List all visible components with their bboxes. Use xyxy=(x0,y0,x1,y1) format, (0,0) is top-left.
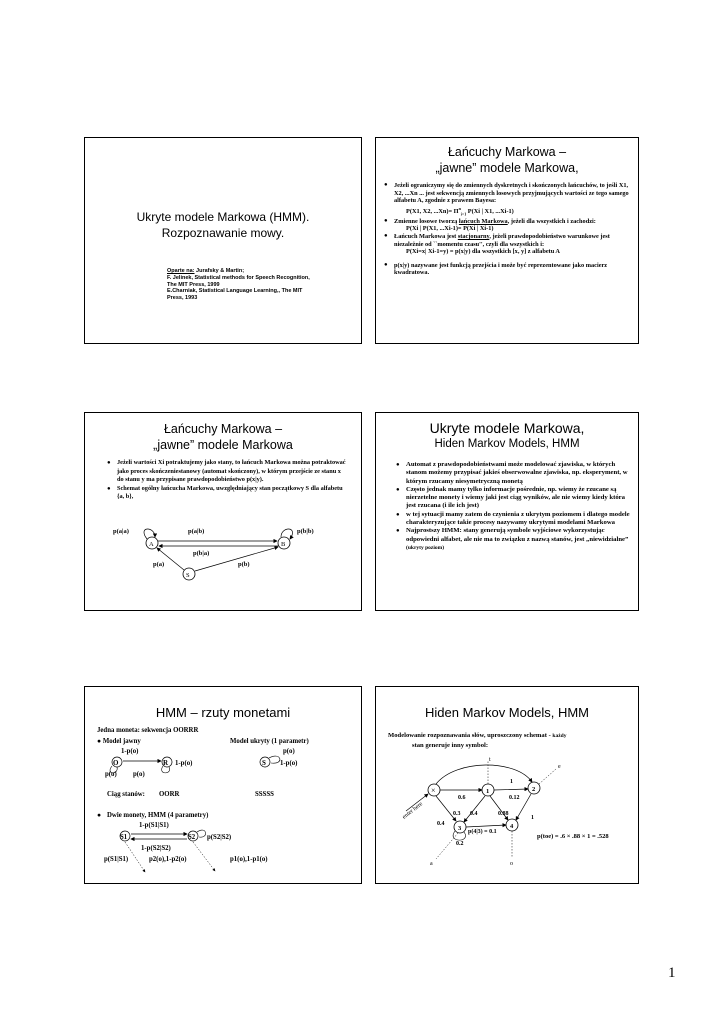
slide-3-title: Łańcuchy Markowa – „jawne” modele Markowa xyxy=(153,422,293,452)
label-1-ps2s2: 1-p(S2|S2) xyxy=(141,845,171,852)
bullet: ● Najprostszy HMM: stany generują symbole wyjściowe wykorzystując odpowiedni alfabet, ale nie ma to związku z nazwą stanów, jest „niewidzialne” (ukryty poziom) xyxy=(396,527,634,552)
bullet: ● Zmienne losowe tworzą łańcuch Markowa, jeżeli dla wszystkich i zachodzi: P(Xi | P(X1, ...Xi-1)= P(Xi | Xi-1) xyxy=(384,218,634,233)
edge-s2-out xyxy=(193,842,215,871)
w-p43: p(4|3) = 0.1 xyxy=(468,829,497,835)
label-s-hidden: S xyxy=(262,759,266,767)
label-paa: p(a|a) xyxy=(113,528,129,535)
bullet: ● Często jednak mamy tylko informacje pośrednie, np. wiemy że rzucane są nierzetelne monety i wiemy jaki jest ciąg wyników, ale nie wiemy kiedy która jest rzucana (i ile ich jest) xyxy=(396,486,634,511)
start-label: enter here xyxy=(401,801,425,821)
slide-6-title: Hiden Markov Models, HMM xyxy=(425,705,589,720)
node-3-label: 3 xyxy=(458,825,462,832)
label-1-po: 1-p(o) xyxy=(121,748,139,755)
label-pb: p(b) xyxy=(238,561,250,568)
node-1-label: 1 xyxy=(486,788,490,795)
sym-t: t xyxy=(489,757,491,763)
sym-o: o xyxy=(510,861,513,867)
label-pab: p(a|b) xyxy=(188,528,205,535)
label-s1: S1 xyxy=(120,834,128,841)
two-coins-bullet: ● xyxy=(97,812,102,819)
p-toe: p(toe) = .6 × .88 × 1 = .528 xyxy=(537,833,609,840)
label-po-mid: p(o) xyxy=(133,771,145,778)
bullet: ● Jeżeli ograniczymy się do zmiennych dyskretnych i skończonych łańcuchów, to jeśli X1, X2, ...Xn ... jest sekwencją zmiennych losowych przyjmujących wartości ze tego samego alfabetu A, zgodnie z prawem Bayesa: P(X1, X2, $...Xn)= \Pi^n_{i=1}$ P(Xi | X1, ...Xi-1) xyxy=(384,182,634,218)
slide-1 xyxy=(84,137,362,344)
label-o: O xyxy=(113,759,119,767)
slide-4-bullets xyxy=(396,461,634,552)
w-04b: 0.4 xyxy=(437,821,445,827)
loop-s xyxy=(269,756,280,763)
ciag-oorr: OORR xyxy=(159,791,180,798)
label-a: A xyxy=(149,541,154,548)
formula: P(Xi=x| Xi-1=y) = p(x|y) dla wszystkich [x, y] z alfabetu A xyxy=(406,248,560,256)
slide-6 xyxy=(375,686,639,884)
edge-3-4 xyxy=(466,825,506,827)
label-pa: p(a) xyxy=(153,561,165,568)
w-02: 0.2 xyxy=(456,841,464,847)
slide-5-title: HMM – rzuty monetami xyxy=(155,705,291,720)
label-po-left: p(o) xyxy=(105,771,117,778)
label-po-hidden: p(o) xyxy=(283,748,295,755)
label-pbb: p(b|b) xyxy=(297,528,314,535)
slide-3 xyxy=(84,412,362,611)
node-4-label: 4 xyxy=(510,823,514,830)
page-number: 1 xyxy=(668,965,676,981)
label-s2: S2 xyxy=(188,834,196,841)
w-1b: 1 xyxy=(531,815,534,821)
markov-chain-diagram xyxy=(85,524,362,604)
sym-a: a xyxy=(430,861,433,867)
slide-2-title: Łańcuchy Markowa – „jawne” modele Markowa, xyxy=(435,145,579,175)
slide-4-title: Ukryte modele Markowa, Hiden Markov Models, HMM xyxy=(429,420,585,450)
edge-x-3 xyxy=(436,796,456,821)
bullet: ● Łańcuch Markowa jest stacjonarny, jeżeli prawdopodobieństwo warunkowe jest niezależnie od ``momentu czasu'', czyli dla wszystkich i: P(Xi=x| Xi-1=y) = p(x|y) dla wszystkich [x, y] z alfabetu A xyxy=(384,233,634,256)
ciag-label: Ciąg stanów: xyxy=(107,791,145,798)
slide-1-title: Ukryte modele Markowa (HMM). Rozpoznawanie mowy. xyxy=(136,210,310,240)
w-1: 1 xyxy=(510,779,513,785)
label-p2: p2(o),1-p2(o) xyxy=(149,856,187,863)
label-1-po-hidden: 1-p(o) xyxy=(280,760,298,767)
bullet: ● w tej sytuacji mamy zatem do czynienia z ukrytym poziomem i dlatego modele charakteryzujące takie procesy nazywamy ukrytymi modelami Markowa xyxy=(396,511,634,528)
label-ps1s1: p(S1|S1) xyxy=(104,856,129,863)
slide-1-references: Oparte na: Jurafsky & Martin; F. Jelinek, Statistical methods for Speech Recognition, The MIT Press, 1999 E.Charniak, Statistical Language Learning,, The MIT Press, 1993 xyxy=(167,268,310,302)
label-1-ps1s1: 1-p(S1|S1) xyxy=(139,822,169,829)
bullet: ● p(x|y) nazywane jest funkcją przejścia i może być reprezentowane jako macierz kwadratowa. xyxy=(384,262,634,277)
slide-2 xyxy=(375,137,639,344)
slide-3-bullets xyxy=(107,459,347,502)
label-p1: p1(o),1-p1(o) xyxy=(230,856,268,863)
node-x-label: × xyxy=(431,786,436,795)
label-s: S xyxy=(186,572,190,579)
bullet: ● Jeżeli wartości Xi potraktujemy jako stany, to łańcuch Markowa można potraktować jako proces skończeniestanowy (automat skończony), w którym przejście ze stanu x do stanu y ma przypisane prawdopodobieństwo p(x|y). xyxy=(107,459,347,485)
label-b: B xyxy=(281,541,286,548)
w-06: 0.6 xyxy=(458,795,466,801)
label-r: R xyxy=(163,759,169,767)
sym-e: e xyxy=(558,764,561,770)
slide-6-subtitle: Modelowanie rozpoznawania słów, uproszczony schemat - każdy stan generuje inny symbol: xyxy=(388,732,567,749)
w-04a: 0.4 xyxy=(470,811,478,817)
slide-4 xyxy=(375,412,639,611)
edge-1-2 xyxy=(494,789,528,790)
edge-x-2-arc xyxy=(436,765,532,784)
emit-a xyxy=(436,833,458,859)
formula: P(X1, X2, $...Xn)= \Pi^n_{i=1}$ P(Xi | X1, ...Xi-1) xyxy=(406,205,514,217)
bullet: ● Schemat ogólny łańcucha Markowa, uwzględniający stan początkowy S dla alfabetu {a, b}, xyxy=(107,485,347,502)
w-088: 0.88 xyxy=(498,811,509,817)
model-jawny-label: ● Model jawny xyxy=(97,738,141,745)
formula: P(Xi | P(X1, ...Xi-1)= P(Xi | Xi-1) xyxy=(406,225,494,233)
slide-5 xyxy=(84,686,362,884)
bullet: ● Automat z prawdopodobieństwami może modelować zjawiska, w których stanom możemy przypisać jakieś obserwowalne zjawiska, np. eksperyment, w którym rzucamy niesymetryczną monetą xyxy=(396,461,634,486)
slide-5-subtitle: Jedna moneta: sekwencja OORRR xyxy=(97,727,199,734)
two-coins-label: Dwie monety, HMM (4 parametry) xyxy=(107,812,209,819)
w-012: 0.12 xyxy=(509,795,520,801)
coin-models-diagram xyxy=(85,725,362,884)
loop-3 xyxy=(453,831,465,840)
edge-1-3 xyxy=(464,796,485,822)
label-pba: p(b|a) xyxy=(193,550,210,557)
word-hmm-diagram xyxy=(376,753,639,883)
w-03: 0.3 xyxy=(453,811,461,817)
node-2-label: 2 xyxy=(532,786,536,793)
label-1-po-right: 1-p(o) xyxy=(175,760,193,767)
emit-e xyxy=(539,769,556,784)
slide-2-bullets xyxy=(384,182,634,277)
ciag-sssss: SSSSS xyxy=(255,791,274,798)
label-ps2s2: p(S2|S2) xyxy=(207,834,232,841)
model-ukryty-label: Model ukryty (1 parametr) xyxy=(230,738,309,745)
